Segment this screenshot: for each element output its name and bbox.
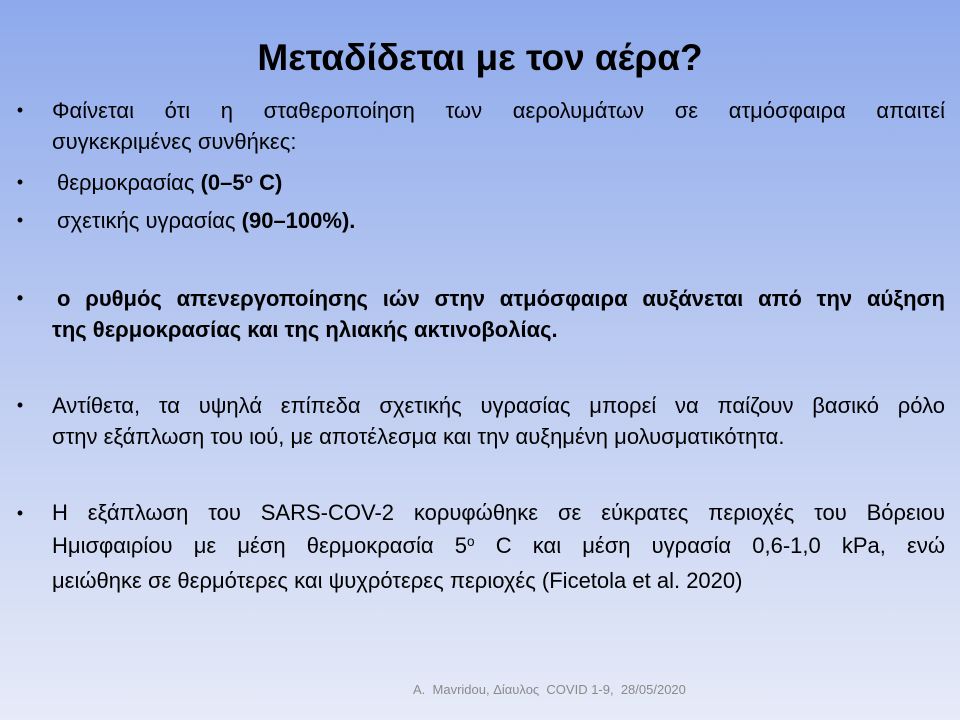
bullet-dot-icon: • — [16, 210, 24, 230]
degree-superscript: ο — [244, 171, 253, 187]
bullet-dot-icon: • — [16, 100, 24, 120]
bullet-text-line: στην εξάπλωση του ιού, με αποτέλεσμα και την αυξημένη μολυσματικότητα. — [52, 424, 785, 449]
condition-label: σχετικής υγρασίας — [57, 208, 242, 233]
condition-value: (0–5 — [200, 170, 245, 195]
bullet-text-line: Φαίνεται ότι η σταθεροποίηση των αερολυμάτων σε ατμόσφαιρα απαιτεί — [52, 98, 945, 123]
bullet-text-line: συγκεκριμένες συνθήκες: — [52, 129, 297, 154]
bullet-text — [52, 205, 945, 236]
footer-credit: A. Mavridou, Δίαυλος COVID 1-9, 28/05/2020 — [413, 682, 686, 697]
bullet-text — [52, 167, 945, 201]
bullet-text — [52, 283, 945, 345]
bullet-text — [52, 390, 945, 452]
bullet-text-line — [52, 530, 945, 566]
bullet-text-line: ο ρυθμός απενεργοποίησης ιών στην ατμόσφαιρα αυξάνεται από την αύξηση — [57, 286, 945, 311]
bullet-text — [52, 497, 945, 598]
slide-title: Μεταδίδεται με τον αέρα? — [257, 37, 703, 78]
bullet-text-line — [52, 205, 945, 236]
bullet-text-line: της θερμοκρασίας και της ηλιακής ακτινοβολίας. — [52, 317, 558, 342]
degree-superscript: ο — [467, 533, 475, 549]
bullet-dot-icon: • — [16, 172, 24, 192]
condition-value: (90–100%). — [241, 208, 356, 233]
condition-value-end: C) — [252, 170, 283, 195]
bullet-text-line — [52, 167, 945, 201]
bullet-text-line: Η εξάπλωση του SARS-COV-2 κορυφώθηκε σε εύκρατες περιοχές του Βόρειου — [52, 500, 945, 525]
bullet-text — [52, 95, 945, 157]
text-segment: Ημισφαιρίου με μέση θερμοκρασία 5 — [52, 532, 468, 558]
condition-label: θερμοκρασίας — [57, 170, 201, 195]
bullet-dot-icon: • — [16, 288, 24, 308]
bullet-dot-icon: • — [16, 503, 24, 523]
bullet-text-line: μειώθηκε σε θερμότερες και ψυχρότερες περιοχές (Ficetola et al. 2020) — [52, 568, 743, 593]
text-segment: C και μέση υγρασία 0,6-1,0 kPa, ενώ — [474, 532, 945, 558]
bullet-dot-icon: • — [16, 395, 24, 415]
bullet-text-line: Αντίθετα, τα υψηλά επίπεδα σχετικής υγρασίας μπορεί να παίζουν βασικό ρόλο — [52, 393, 945, 418]
